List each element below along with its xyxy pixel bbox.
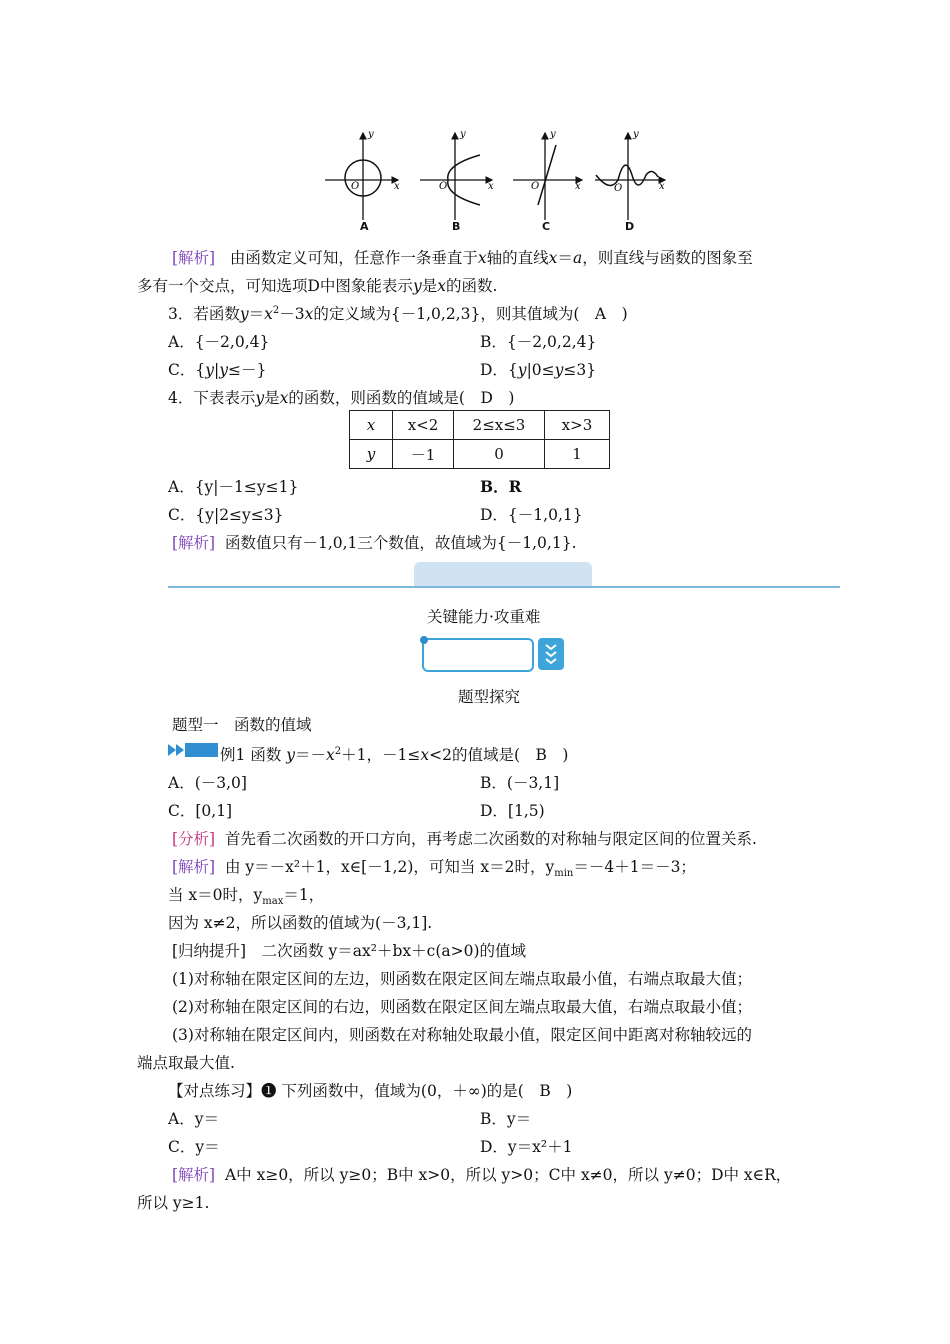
summary-l3: (3)对称轴在限定区间内，则函数在对称轴处取最小值，限定区间中距离对称轴较远的 [172,1026,752,1044]
analysis-fx: [分析] 首先看二次函数的开口方向，再考虑二次函数的对称轴与限定区间的位置关系. [172,830,757,848]
axis-y-d: y [633,129,639,140]
section-dot [420,636,428,644]
q3-option-d: D．{y|0≤y≤3} [480,361,597,379]
axis-x-d: x [659,181,665,192]
q4-option-a: A．{y|－1≤y≤1} [168,478,299,496]
practice-option-b: B．y＝ [480,1110,532,1128]
section-title: 关键能力·攻重难 [427,608,541,626]
section-box [422,638,534,672]
analysis-2: [解析] 函数值只有－1,0,1三个数值，故值域为{－1,0,1}. [172,534,577,552]
table-row: y －1 0 1 [350,440,610,469]
origin-c: O [531,181,540,192]
graph-label-c: C [542,220,551,233]
summary-l4: 端点取最大值. [137,1054,235,1072]
graph-b [420,129,494,220]
summary-l2: (2)对称轴在限定区间的右边，则函数在限定区间左端点取最大值，右端点取最小值； [172,998,752,1016]
origin-b: O [439,181,448,192]
q3-option-a: A．{－2,0,4} [168,333,270,351]
ex1-option-b: B．(－3,1] [480,774,560,792]
practice-analysis-line2: 所以 y≥1. [137,1194,210,1212]
ex1-option-d: D．[1,5) [480,802,545,820]
question-4: 4．下表表示y是x的函数，则函数的值域是( D ) [168,389,515,407]
graph-c [513,129,582,220]
analysis-1-line2: 多有一个交点，可知选项D中图象能表示y是x的函数. [137,277,498,295]
question-3: 3．若函数$y=x^2-3x$的定义域为{－1,0,2,3}，则其值域为( A ) [168,304,628,323]
graph-label-d: D [625,220,635,233]
ex1-option-a: A．(－3,0] [168,774,247,792]
analysis-3-line3: 因为 x≠2，所以函数的值域为(－3,1]. [168,914,433,932]
graph-d [595,129,665,220]
practice-analysis-line1: [解析] A中 x≥0，所以 y≥0；B中 x>0，所以 y>0；C中 x≠0，所以 y≠0；D中 x∈R， [172,1166,792,1184]
example-marker [185,743,218,757]
type-1-title: 题型一 函数的值域 [172,716,312,734]
fast-forward-icon [168,743,186,761]
analysis-3-line2: 当 x＝0时，$y_{max}=1$， [168,886,325,908]
practice-option-d: D．y＝x²＋1 [480,1138,573,1156]
practice-stem: 【对点练习】❶ 下列函数中，值域为(0，＋∞)的是( B ) [168,1082,573,1100]
axis-y-c: y [550,129,556,140]
origin-d: O [614,183,623,194]
q4-option-b: B．R [480,477,522,496]
ex1-option-c: C．[0,1] [168,802,233,820]
practice-option-c: C．y＝ [168,1138,220,1156]
graphs-svg [320,125,670,235]
section-divider [168,586,840,588]
axis-x-c: x [575,181,581,192]
summary-l1: (1)对称轴在限定区间的左边，则函数在限定区间左端点取最小值，右端点取最大值； [172,970,752,988]
q4-option-d: D．{－1,0,1} [480,506,583,524]
table-row: x x<2 2≤x≤3 x>3 [350,411,610,440]
axis-x-a: x [394,181,400,192]
q4-option-c: C．{y|2≤y≤3} [168,506,284,524]
axis-y-a: y [368,129,374,140]
analysis-3-line1: [解析] 由 y＝－x²＋1，x∈[－1,2)，可知当 x＝2时，$y_{min}=-4+1=-3$； [172,858,696,880]
axis-y-b: y [460,129,466,140]
axis-x-b: x [488,181,494,192]
graph-label-b: B [452,220,461,233]
example-1: 例1 函数 $y=-x^2+1$，－1≤x<2的值域是( B ) [220,745,569,764]
section-tab [414,562,592,587]
section-subtitle: 题型探究 [458,688,521,706]
chevron-down-icon [538,638,564,670]
graph-a [325,129,400,220]
summary-title: [归纳提升] 二次函数 y＝ax²＋bx＋c(a>0)的值域 [172,942,527,960]
q3-option-c: C．{y|y≤－} [168,361,267,379]
origin-a: O [351,181,360,192]
analysis-tag: [解析] [172,249,216,267]
function-table [349,410,610,469]
practice-option-a: A．y＝ [168,1110,219,1128]
analysis-1-line1: [解析] 由函数定义可知，任意作一条垂直于x轴的直线x＝a，则直线与函数的图象至 [172,249,753,267]
graph-label-a: A [360,220,369,233]
q3-option-b: B．{－2,0,2,4} [480,333,597,351]
function-graphs [320,125,670,235]
